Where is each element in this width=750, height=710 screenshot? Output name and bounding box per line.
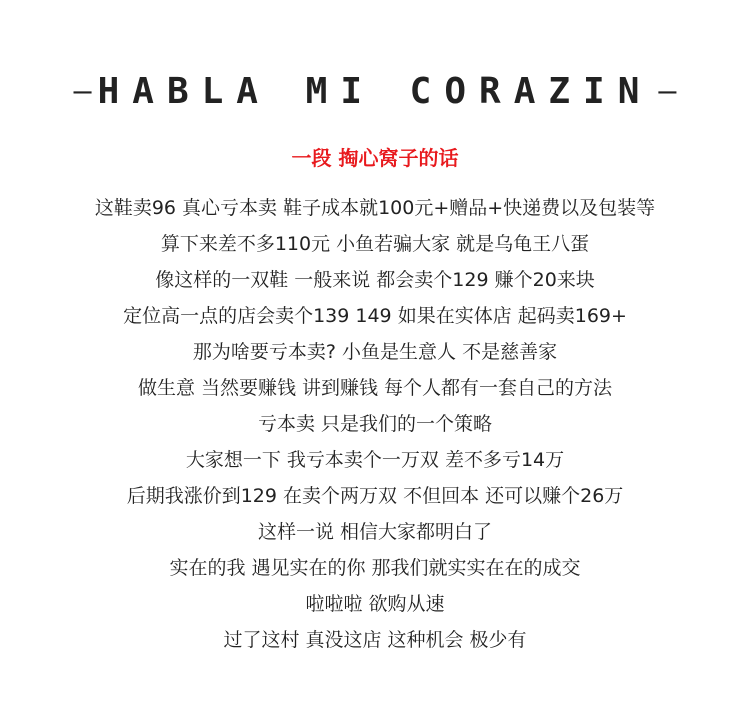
- body-text: [0, 190, 750, 658]
- body-line: 这鞋卖96 真心亏本卖 鞋子成本就100元+赠品+快递费以及包装等: [94, 197, 656, 219]
- body-line: 算下来差不多110元 小鱼若骗大家 就是乌龟王八蛋: [160, 233, 590, 255]
- title-dash-right: –: [658, 73, 677, 109]
- body-line: 后期我涨价到129 在卖个两万双 不但回本 还可以赚个26万: [126, 485, 624, 507]
- body-line: 像这样的一双鞋 一般来说 都会卖个129 赚个20来块: [155, 269, 595, 291]
- body-line: 这样一说 相信大家都明白了: [257, 521, 493, 543]
- body-line: 定位高一点的店会卖个139 149 如果在实体店 起码卖169+: [123, 305, 627, 327]
- title-row: [0, 68, 750, 114]
- body-line: 那为啥要亏本卖? 小鱼是生意人 不是慈善家: [192, 341, 558, 363]
- body-line: 啦啦啦 欲购从速: [305, 593, 445, 615]
- body-line: 亏本卖 只是我们的一个策略: [257, 413, 493, 435]
- body-line: 实在的我 遇见实在的你 那我们就实实在在的成交: [169, 557, 581, 579]
- body-line: 大家想一下 我亏本卖个一万双 差不多亏14万: [185, 449, 565, 471]
- page-title: HABLA MI CORAZIN: [97, 70, 653, 112]
- body-line: 过了这村 真没这店 这种机会 极少有: [223, 629, 527, 651]
- body-line: 做生意 当然要赚钱 讲到赚钱 每个人都有一套自己的方法: [137, 377, 613, 399]
- subtitle: 一段 掏心窝子的话: [291, 146, 459, 170]
- title-dash-left: –: [73, 73, 92, 109]
